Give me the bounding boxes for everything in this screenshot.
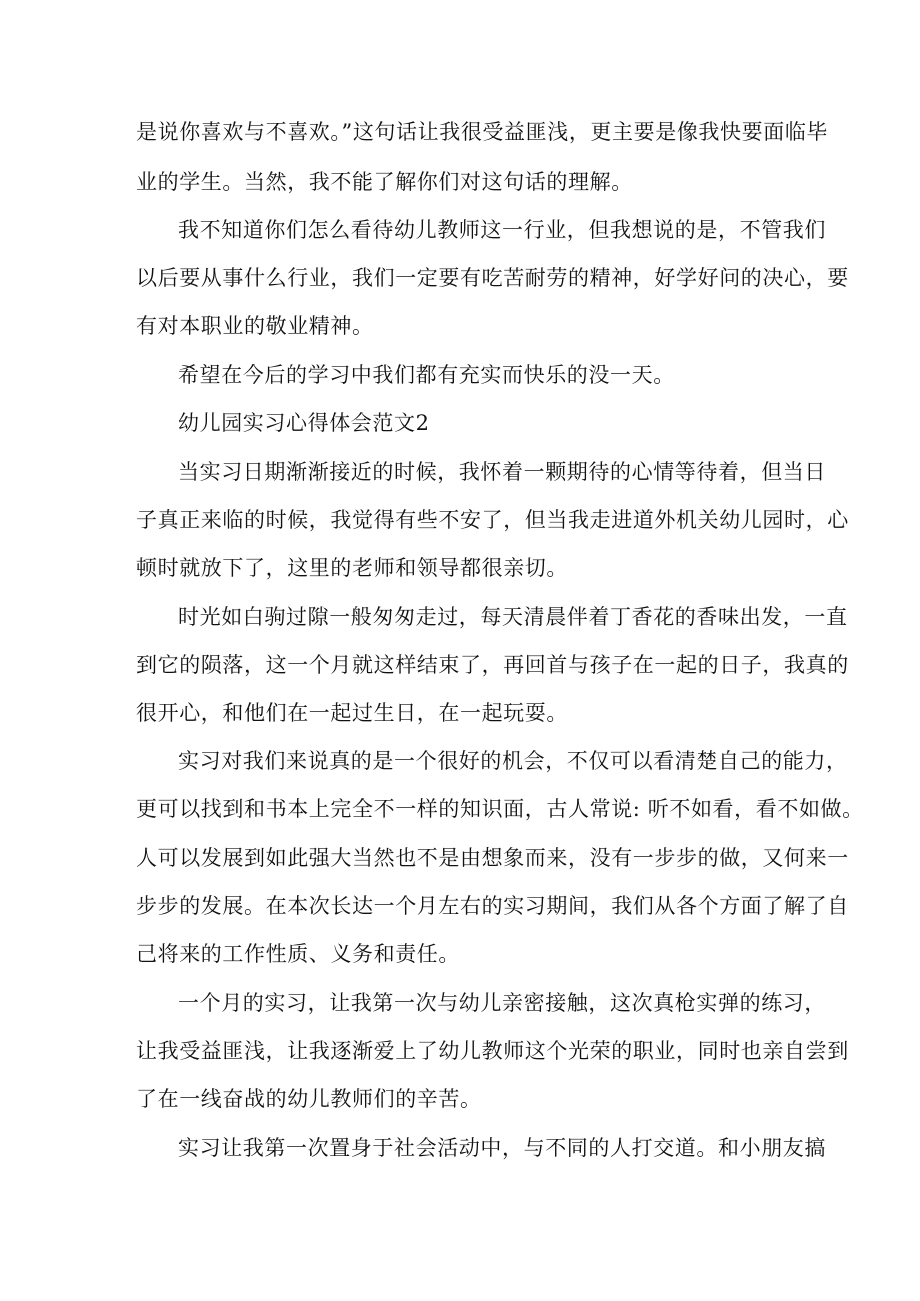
text-line: 步步的发展。在本次长达一个月左右的实习期间，我们从各个方面了解了自 xyxy=(136,894,849,918)
paragraph-first-line: 时光如白驹过隙一般匆匆走过，每天清晨伴着丁香花的香味出发，一直 xyxy=(178,605,848,629)
text-line: 有对本职业的敬业精神。 xyxy=(136,314,374,338)
text-line: 更可以找到和书本上完全不一样的知识面，古人常说: 听不如看，看不如做。 xyxy=(136,797,864,821)
paragraph-first-line: 实习让我第一次置身于社会活动中，与不同的人打交道。和小朋友搞 xyxy=(178,1136,826,1160)
text-line: 人可以发展到如此强大当然也不是由想象而来，没有一步步的做，又何来一 xyxy=(136,846,849,870)
paragraph-first-line: 实习对我们来说真的是一个很好的机会，不仅可以看清楚自己的能力， xyxy=(178,749,848,773)
text-line: 以后要从事什么行业，我们一定要有吃苦耐劳的精神，好学好问的决心，要 xyxy=(136,266,849,290)
text-line: 到它的陨落，这一个月就这样结束了，再回首与孩子在一起的日子，我真的 xyxy=(136,653,849,677)
paragraph-first-line: 当实习日期渐渐接近的时候，我怀着一颗期待的心情等待着，但当日 xyxy=(178,460,826,484)
text-line: 顿时就放下了，这里的老师和领导都很亲切。 xyxy=(136,556,568,580)
section-heading: 幼儿园实习心得体会范文2 xyxy=(178,411,430,435)
paragraph-first-line: 一个月的实习，让我第一次与幼儿亲密接触，这次真枪实弹的练习， xyxy=(178,991,826,1015)
text-line: 让我受益匪浅，让我逐渐爱上了幼儿教师这个光荣的职业，同时也亲自尝到 xyxy=(136,1039,849,1063)
paragraph-first-line: 我不知道你们怎么看待幼儿教师这一行业，但我想说的是，不管我们 xyxy=(178,218,826,242)
text-line: 是说你喜欢与不喜欢。”这句话让我很受益匪浅，更主要是像我快要面临毕 xyxy=(136,120,829,144)
text-line: 很开心，和他们在一起过生日，在一起玩耍。 xyxy=(136,701,568,725)
text-line: 业的学生。当然，我不能了解你们对这句话的理解。 xyxy=(136,170,633,194)
text-line: 子真正来临的时候，我觉得有些不安了，但当我走进道外机关幼儿园时，心 xyxy=(136,508,849,532)
text-line: 了在一线奋战的幼儿教师们的辛苦。 xyxy=(136,1087,482,1111)
paragraph-first-line: 希望在今后的学习中我们都有充实而快乐的没一天。 xyxy=(178,363,675,387)
text-line: 己将来的工作性质、义务和责任。 xyxy=(136,942,460,966)
